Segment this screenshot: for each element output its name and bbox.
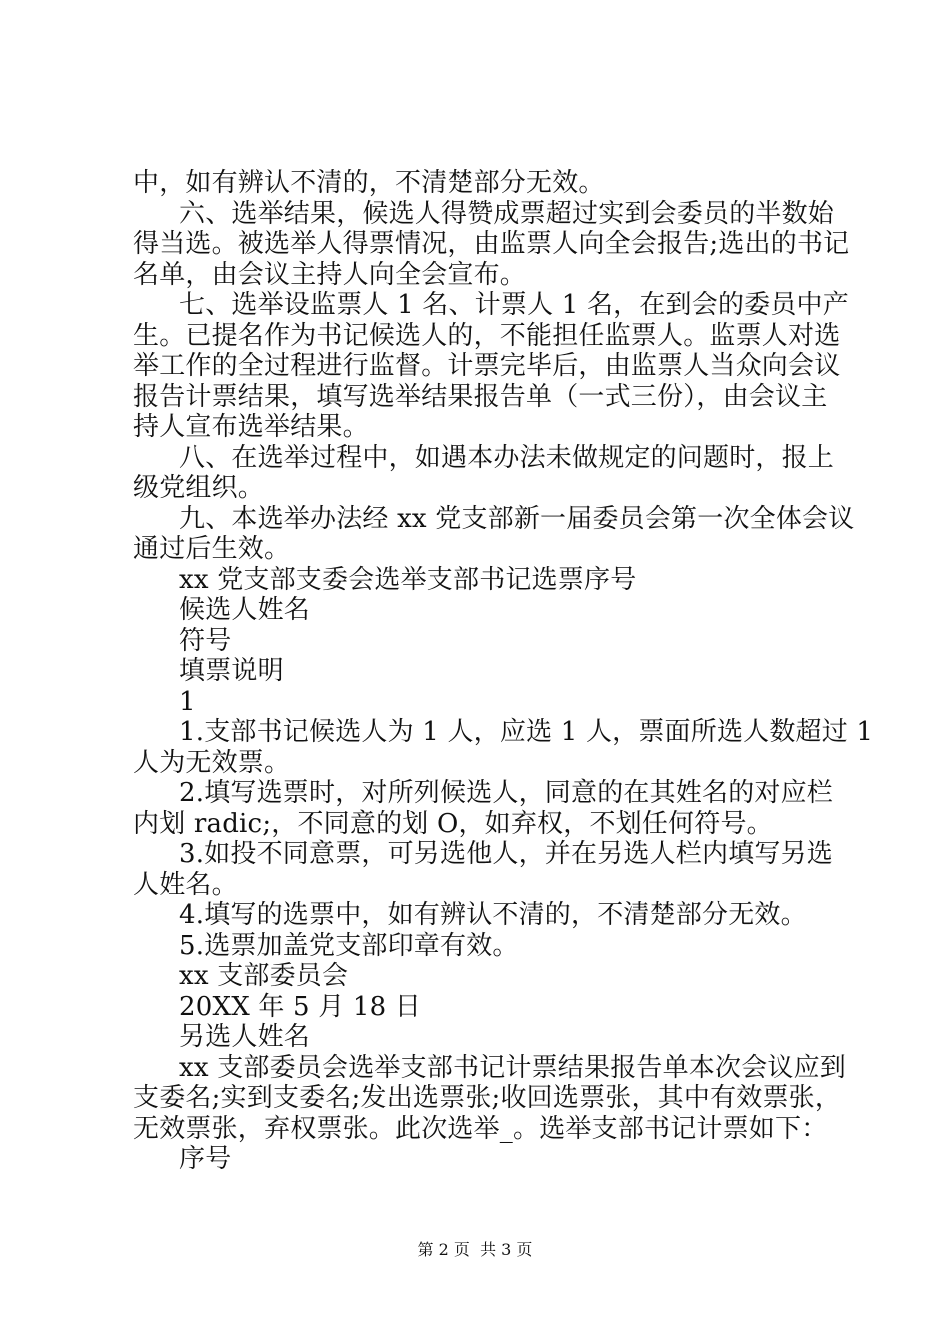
text-line: 4.填写的选票中，如有辨认不清的，不清楚部分无效。 [179, 900, 807, 930]
text-line: 序号 [179, 1144, 232, 1174]
text-line: 级党组织。 [133, 473, 265, 503]
text-line: 得当选。被选举人得票情况，由监票人向全会报告;选出的书记 [133, 229, 850, 259]
text-line: 候选人姓名 [179, 595, 311, 625]
text-line: 举工作的全过程进行监督。计票完毕后，由监票人当众向会议 [133, 351, 841, 381]
text-line: 生。已提名作为书记候选人的，不能担任监票人。监票人对选 [133, 320, 841, 351]
text-line: 20XX 年 5 月 18 日 [179, 991, 422, 1022]
text-line: 九、本选举办法经 xx 党支部新一届委员会第一次全体会议 [179, 503, 855, 534]
text-line: 中，如有辨认不清的，不清楚部分无效。 [133, 168, 605, 198]
text-line: 人姓名。 [133, 869, 238, 900]
text-line: 2.填写选票时，对所列候选人，同意的在其姓名的对应栏 [179, 778, 834, 808]
page-footer [0, 1240, 950, 1260]
text-line: 通过后生效。 [133, 534, 291, 564]
text-line: 3.如投不同意票，可另选他人，并在另选人栏内填写另选 [179, 839, 834, 869]
document-body [133, 168, 874, 1175]
text-line: 七、选举设监票人 1 名、计票人 1 名，在到会的委员中产 [179, 290, 849, 320]
text-line: xx 党支部支委会选举支部书记选票序号 [179, 564, 637, 595]
text-line: 1.支部书记候选人为 1 人，应选 1 人，票面所选人数超过 1 [179, 717, 874, 747]
text-line: xx 支部委员会选举支部书记计票结果报告单本次会议应到 [179, 1052, 846, 1083]
text-line: 支委名;实到支委名;发出选票张;收回选票张，其中有效票张， [133, 1083, 842, 1113]
text-line: 名单，由会议主持人向全会宣布。 [133, 259, 527, 290]
text-line: 报告计票结果，填写选举结果报告单（一式三份），由会议主 [133, 381, 828, 412]
text-line: 另选人姓名 [179, 1022, 311, 1052]
text-line: 1 [179, 686, 196, 717]
text-line: xx 支部委员会 [179, 961, 349, 991]
text-line: 六、选举结果，候选人得赞成票超过实到会委员的半数始 [179, 198, 835, 229]
text-line: 符号 [179, 625, 232, 656]
text-line: 人为无效票。 [133, 747, 291, 778]
text-line: 持人宣布选举结果。 [133, 412, 369, 442]
text-line: 内划 radic;，不同意的划 O，如弃权，不划任何符号。 [133, 808, 773, 839]
text-line: 八、在选举过程中，如遇本办法未做规定的问题时，报上 [179, 442, 835, 473]
text-line: 5.选票加盖党支部印章有效。 [179, 930, 519, 961]
text-line: 填票说明 [179, 656, 284, 686]
text-line: 无效票张，弃权票张。此次选举_。选举支部书记计票如下： [133, 1113, 828, 1144]
page-number-label: 第 2 页 共 3 页 [417, 1240, 533, 1259]
